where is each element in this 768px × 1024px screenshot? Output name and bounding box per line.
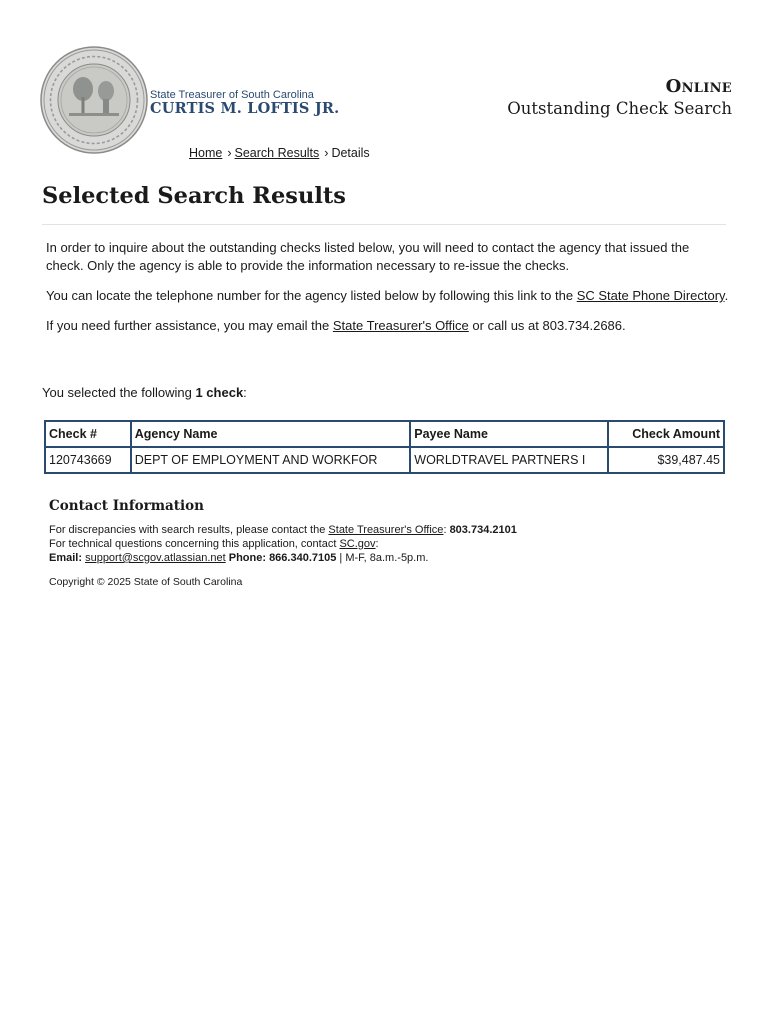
intro-paragraph-2 xyxy=(46,287,730,305)
app-title xyxy=(507,76,732,120)
intro-paragraph-2-text: You can locate the telephone number for the agency listed below by following this link to the xyxy=(46,288,577,303)
breadcrumb-separator: › xyxy=(324,146,329,160)
cell-payee-name: WORLDTRAVEL PARTNERS I xyxy=(410,447,607,473)
column-header-check-amount: Check Amount xyxy=(608,421,724,447)
state-treasurers-office-email-link[interactable]: State Treasurer's Office xyxy=(332,318,469,333)
table-header-row xyxy=(45,421,724,447)
breadcrumb-separator: › xyxy=(227,146,232,160)
table-row xyxy=(45,447,724,473)
contact-technical-text: For technical questions concerning this application, contact xyxy=(49,538,340,550)
contact-treasurer-phone: 803.734.2101 xyxy=(449,524,517,536)
column-header-agency-name: Agency Name xyxy=(131,421,411,447)
selection-summary-end: : xyxy=(243,385,247,400)
selection-count: 1 check xyxy=(195,385,244,400)
intro-paragraph-1: In order to inquire about the outstanding checks listed below, you will need to contact the agency that issued the check. Only the agency is able to provide the information necessary to re-issue the checks. xyxy=(46,240,690,273)
contact-support-phone: Phone: 866.340.7105 xyxy=(228,552,337,564)
intro-paragraph-3-end: or call us at 803.734.2686. xyxy=(468,318,626,333)
selection-summary xyxy=(42,384,247,402)
contact-support-hours: | M-F, 8a.m.-5p.m. xyxy=(336,552,429,564)
page-title: Selected Search Results xyxy=(42,183,346,209)
contact-heading: Contact Information xyxy=(49,498,204,514)
contact-discrepancies-line xyxy=(49,523,517,537)
contact-state-treasurers-office-link[interactable]: State Treasurer's Office xyxy=(328,524,444,536)
copyright: Copyright © 2025 State of South Carolina xyxy=(49,576,243,588)
contact-email-label: Email: xyxy=(49,552,83,564)
column-header-payee-name: Payee Name xyxy=(410,421,607,447)
contact-technical-end: : xyxy=(375,538,379,550)
cell-agency-name: DEPT OF EMPLOYMENT AND WORKFOR xyxy=(131,447,411,473)
contact-support-line xyxy=(49,551,517,565)
sc-state-phone-directory-link[interactable]: SC State Phone Directory xyxy=(576,288,725,303)
brand xyxy=(150,89,339,117)
breadcrumb-current-details: Details xyxy=(331,146,370,160)
breadcrumb-search-results-link[interactable]: Search Results xyxy=(234,146,320,160)
state-treasurer-seal-logo[interactable] xyxy=(39,45,149,155)
column-header-check-number: Check # xyxy=(45,421,131,447)
intro-text xyxy=(46,239,730,347)
contact-information xyxy=(49,497,517,565)
brand-name: CURTIS M. LOFTIS JR. xyxy=(150,100,340,117)
title-divider xyxy=(42,224,726,225)
contact-technical-line xyxy=(49,537,517,551)
intro-paragraph-2-end: . xyxy=(724,288,729,303)
results-table xyxy=(44,420,725,474)
app-title-subtitle: Outstanding Check Search xyxy=(507,99,732,118)
brand-subtitle: State Treasurer of South Carolina xyxy=(150,89,314,101)
breadcrumb-home-link[interactable]: Home xyxy=(189,146,223,160)
contact-separator: : xyxy=(443,524,450,536)
intro-paragraph-3 xyxy=(46,317,730,335)
contact-scgov-link[interactable]: SC.gov xyxy=(339,538,376,550)
selection-summary-text: You selected the following xyxy=(42,385,196,400)
support-email-link[interactable]: support@scgov.atlassian.net xyxy=(85,552,226,564)
cell-check-number: 120743669 xyxy=(45,447,131,473)
intro-paragraph-3-text: If you need further assistance, you may email the xyxy=(46,318,333,333)
app-title-online: Online xyxy=(665,76,732,97)
cell-check-amount: $39,487.45 xyxy=(608,447,724,473)
breadcrumb xyxy=(189,145,370,161)
contact-discrepancies-text: For discrepancies with search results, please contact the xyxy=(49,524,329,536)
